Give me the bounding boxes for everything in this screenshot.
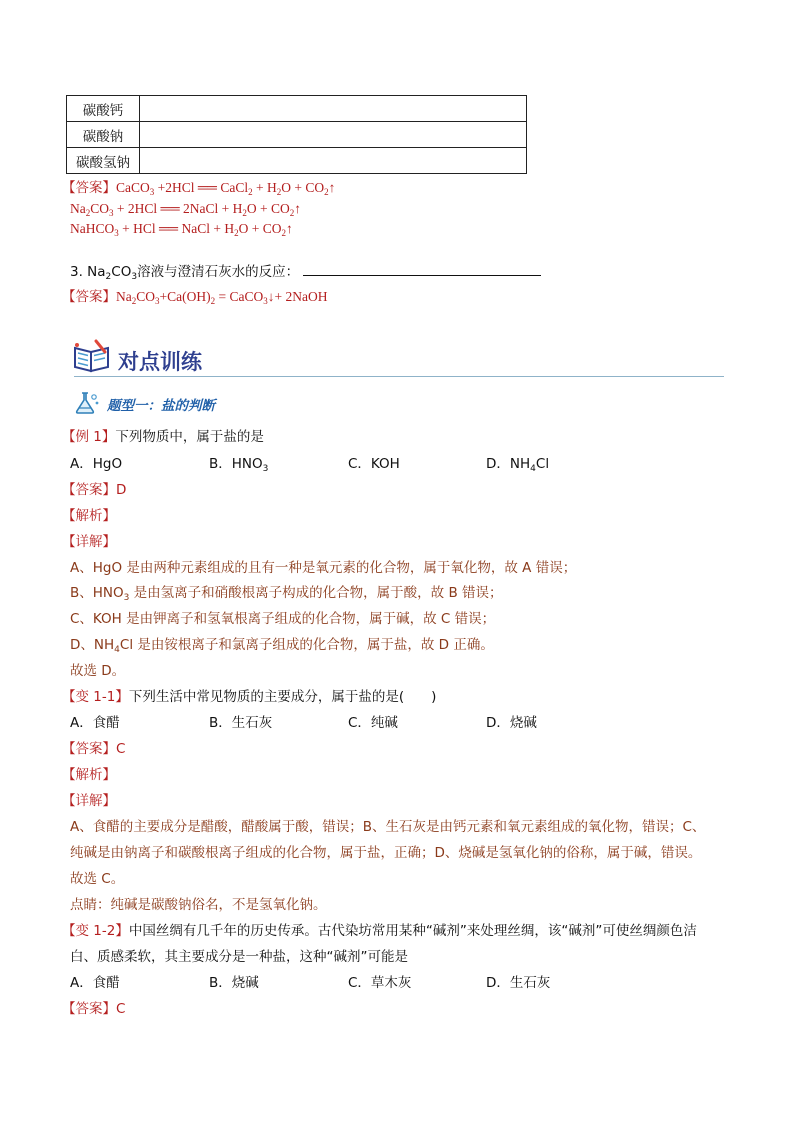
detail-label: 【详解】: [62, 534, 116, 550]
option-text: D．NH: [486, 456, 531, 472]
section-title: 对点训练: [118, 350, 202, 374]
answer-value: D: [116, 482, 127, 498]
option-b: [209, 454, 268, 474]
answer-label: 【答案】: [62, 180, 116, 196]
equation-subscript: 2: [281, 228, 286, 238]
option-d: D．烧碱: [486, 715, 537, 731]
answer-label: 【答案】: [62, 741, 116, 757]
variant-tag: 【变 1-2】: [62, 923, 129, 939]
example-stem: 下列物质中，属于盐的是: [115, 429, 264, 445]
q3-text: 溶液与澄清石灰水的反应：: [137, 264, 300, 280]
variant-1-1-stem: [62, 687, 436, 707]
equation: [116, 180, 335, 195]
answer-eq3: [70, 219, 293, 239]
equation: [70, 201, 301, 216]
equation-subscript: 2: [242, 208, 247, 218]
answer-eq1: [62, 178, 335, 198]
equation-text: CaCO: [116, 180, 150, 195]
book-icon: [72, 338, 112, 374]
option-a: A．HgO: [70, 456, 123, 472]
detail-line: [70, 635, 494, 655]
variant-1-2-stem-cont: 白、质感柔软，其主要成分是一种盐，这种“碱剂”可能是: [70, 949, 408, 965]
analysis-label: 【解析】: [62, 508, 116, 524]
equation-text: O + CO: [246, 201, 290, 216]
detail-line: 故选 D。: [70, 663, 126, 679]
table-row: [67, 148, 527, 174]
detail-text: Cl 是由铵根离子和氯离子组成的化合物，属于盐，故 D 正确。: [119, 637, 494, 653]
question-3: [70, 261, 541, 282]
option-a: A．食醋: [70, 975, 120, 991]
equation-text: +Ca(OH): [159, 289, 211, 304]
option-d: D．生石灰: [486, 975, 551, 991]
equation-text: Na: [70, 201, 86, 216]
example-1-stem: [62, 427, 264, 447]
table-cell-value: [140, 122, 527, 148]
variant-stem: 下列生活中常见物质的主要成分，属于盐的是( ): [128, 689, 437, 705]
equation-subscript: 2: [85, 208, 91, 218]
option-sub: 4: [530, 464, 536, 474]
equation-subscript: 3: [155, 296, 160, 306]
equation-subscript: 3: [109, 208, 114, 218]
equation-text: ↓+ 2NaOH: [267, 289, 328, 304]
tip-line: 点睛：纯碱是碳酸钠俗名，不是氢氧化钠。: [70, 897, 327, 913]
answer-label: 【答案】: [62, 289, 116, 305]
answer-eq4: [62, 287, 327, 307]
q3-sub: 2: [105, 272, 112, 282]
option-b: B．烧碱: [209, 975, 259, 991]
equation-text: + HCl ══ NaCl + H: [118, 221, 235, 236]
example-1-answer: [62, 480, 126, 500]
equation-subscript: 2: [210, 296, 216, 306]
equation-text: = CaCO: [215, 289, 264, 304]
equation-subscript: 2: [324, 187, 329, 197]
answer-blank[interactable]: [303, 261, 541, 276]
equation-text: CO: [136, 289, 156, 304]
option-d: [486, 454, 549, 474]
answer-value: C: [116, 741, 126, 757]
table-cell-label: 碳酸钙: [67, 96, 140, 122]
section-rule: [74, 376, 724, 377]
option-sub: 3: [262, 464, 269, 474]
option-b: B．生石灰: [209, 715, 273, 731]
detail-text: B、HNO: [70, 585, 124, 601]
equation-text: +2HCl ══ CaCl: [154, 180, 249, 195]
table-cell-label: 碳酸氢钠: [67, 148, 140, 174]
equation-text: Na: [116, 289, 132, 304]
equation-subscript: 2: [234, 228, 239, 238]
answer-value: C: [116, 1001, 126, 1017]
equation-text: ↑: [285, 221, 293, 236]
answer-label: 【答案】: [62, 1001, 116, 1017]
equation-subscript: 3: [149, 187, 155, 197]
flask-icon: [72, 391, 100, 415]
table-row: [67, 122, 527, 148]
equation-text: NaHCO: [70, 221, 115, 236]
table-cell-label: 碳酸钠: [67, 122, 140, 148]
option-c: C．草木灰: [348, 975, 412, 991]
equation-subscript: 2: [276, 187, 282, 197]
equation-text: O + CO: [238, 221, 282, 236]
detail-sub: 4: [114, 645, 120, 655]
equation-subscript: 2: [289, 208, 295, 218]
variant-stem: 中国丝绸有几千年的历史传承。古代染坊常用某种“碱剂”来处理丝绸，该“碱剂”可使丝绸颜色洁: [128, 923, 697, 939]
equation-subscript: 2: [248, 187, 253, 197]
detail-text: D、NH: [70, 637, 115, 653]
detail-line: A、食醋的主要成分是醋酸，醋酸属于酸，错误；B、生石灰是由钙元素和氧元素组成的氧化物，错误；C、: [70, 819, 706, 835]
answer-eq2: [70, 199, 301, 219]
option-text: B．HNO: [209, 456, 263, 472]
equation-subscript: 3: [114, 228, 119, 238]
detail-line: [70, 583, 503, 603]
detail-text: 是由氢离子和硝酸根离子构成的化合物，属于酸，故 B 错误；: [129, 585, 503, 601]
detail-line: C、KOH 是由钾离子和氢氧根离子组成的化合物，属于碱，故 C 错误；: [70, 611, 496, 627]
detail-line: 纯碱是由钠离子和碳酸根离子组成的化合物，属于盐，正确；D、烧碱是氢氧化钠的俗称，属于碱，错误。: [70, 845, 702, 861]
equation: [70, 221, 293, 236]
detail-label: 【详解】: [62, 793, 116, 809]
equation-text: CO: [90, 201, 110, 216]
example-tag: 【例 1】: [62, 429, 116, 445]
variant-tag: 【变 1-1】: [62, 689, 129, 705]
option-c: C．纯碱: [348, 715, 398, 731]
option-text-tail: Cl: [535, 456, 550, 472]
q3-sub2: 3: [131, 272, 138, 282]
table-cell-value: [140, 96, 527, 122]
detail-line: 故选 C。: [70, 871, 125, 887]
analysis-label: 【解析】: [62, 767, 116, 783]
variant-1-2-stem: [62, 921, 697, 941]
equation-text: ↑: [294, 201, 301, 216]
equation: [116, 289, 327, 304]
answer-label: 【答案】: [62, 482, 116, 498]
option-c: C．KOH: [348, 456, 400, 472]
subsection-title: 题型一：盐的判断: [107, 398, 215, 414]
equation-text: ↑: [328, 180, 336, 195]
variant-1-1-answer: [62, 739, 125, 759]
option-a: A．食醋: [70, 715, 120, 731]
equation-text: + 2HCl ══ 2NaCl + H: [113, 201, 243, 216]
table-row: [67, 96, 527, 122]
q3-mid: CO: [111, 264, 132, 280]
q3-prefix: 3. Na: [70, 264, 106, 280]
equation-text: + H: [252, 180, 277, 195]
variant-1-2-answer: [62, 999, 125, 1019]
equation-text: O + CO: [281, 180, 325, 195]
table-cell-value: [140, 148, 527, 174]
detail-sub: 3: [123, 593, 130, 603]
equation-subscript: 2: [131, 296, 137, 306]
equation-subscript: 3: [263, 296, 268, 306]
compound-table: [66, 95, 527, 174]
detail-line: A、HgO 是由两种元素组成的且有一种是氧元素的化合物，属于氧化物，故 A 错误；: [70, 560, 577, 576]
